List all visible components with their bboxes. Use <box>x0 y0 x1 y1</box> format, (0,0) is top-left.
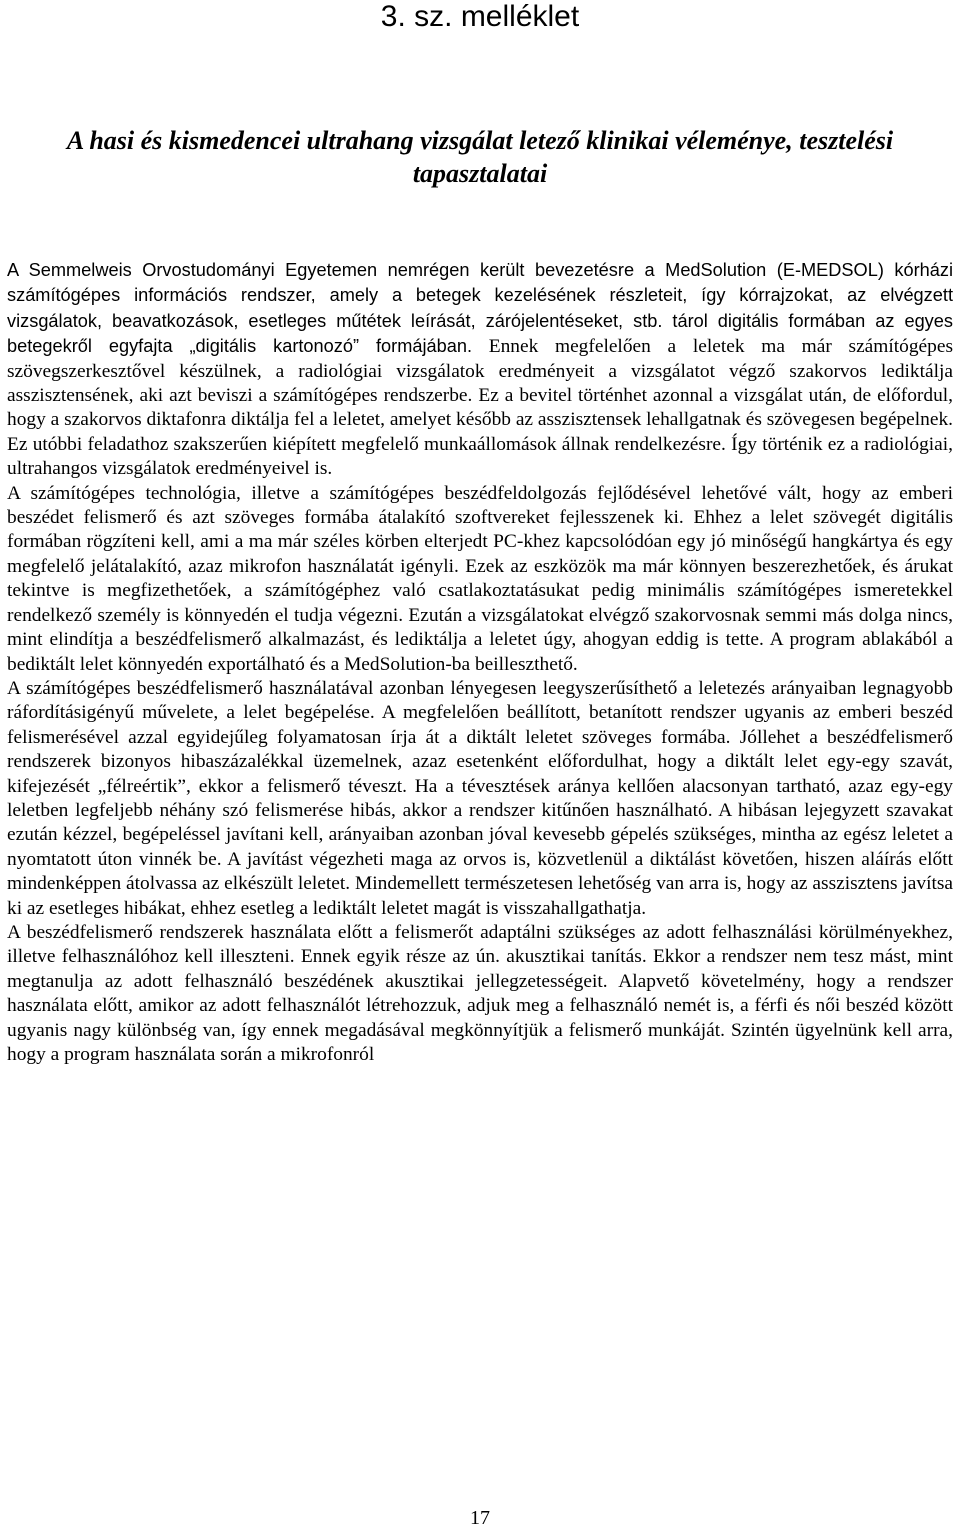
intro-sentence: A Semmelweis Orvostudományi Egyetemen nemrégen került bevezetésre a MedSolution (E-MEDSOL) kórházi számítógépes információs rendszer, amely a betegek kezelésének részleteit, így kórrajzokat, az elvégzett vizsgálatok, beavatkozások, esetleges műtétek leírását, zárójelentéseket, stb. tárol digitális formában az egyes betegekről egyfajta „digitális kartonozó” formájában. <box>7 260 953 357</box>
document-title: A hasi és kismedencei ultrahang vizsgálat letező klinikai véleménye, tesztelési tapasztalatai <box>66 126 894 188</box>
appendix-label: 3. sz. melléklet <box>380 0 580 33</box>
paragraph-speech-technology: A számítógépes technológia, illetve a számítógépes beszédfeldolgozás fejlődésével lehetővé vált, hogy az emberi beszédet felismerő és azt szöveges formába átalakító szoftvereket fejlesszenek ki. Ehhez a lelet szövegét digitális formában rögzíteni kell, ami a ma már széles körben elterjedt PC-khez kapcsolódóan egy jó minőségű hangkártya és egy megfelelő jelátalakító, azaz mikrofon használatát igényli. Ezek az eszközök ma már könnyen beszerezhetőek, és árukat tekintve is megfizethetőek, a számítógéphez való csatlakoztatásukat pedig minimális számítógépes ismeretekkel rendelkező személy is könnyedén el tudja végezni. Ezután a vizsgálatokat elvégző szakorvosnak semmi más dolga nincs, mint elindítja a beszédfelismerő alkalmazást, és lediktálja a leletet úgy, ahogyan eddig is tette. A program ablakából a bediktált lelet könnyedén exportálható és a MedSolution-ba beilleszthető. <box>7 482 953 675</box>
page-number: 17 <box>470 1507 490 1529</box>
document-body <box>7 258 953 1067</box>
paragraph-intro <box>7 258 953 482</box>
paragraph-speech-recognition-benefits: A számítógépes beszédfelismerő használatával azonban lényegesen leegyszerűsíthető a leletezés arányaiban legnagyobb ráfordításigényű művelete, a lelet begépelése. A megfelelően beállított, betanított rendszer ugyanis az emberi beszéd felismerésével azzal egyidejűleg folyamatosan írja át a diktált leletet szöveges formába. Jóllehet a beszédfelismerő rendszerek bizonyos hibaszázalékkal üzemelnek, azaz esetenként előfordulhat, hogy a diktált lelet egy-egy szavát, kifejezését „félreértik”, ekkor a felismerő téveszt. Ha a tévesztések aránya kellően alacsonyan tartható, azaz egy-egy leletben legfeljebb néhány szó felismerése hibás, akkor a rendszer kitűnően használható. A hibásan lejegyzett szavakat ezután kézzel, begépeléssel javítani kell, arányaiban azonban jóval kevesebb gépelés szükséges, mintha az egész leletet a nyomtatott úton vinnék be. A javítást végezheti maga az orvos is, közvetlenül a diktálást követően, hiszen aláírás előtt mindenképpen átolvassa az elkészült leletet. Mindemellett természetesen lehetőség van arra is, hogy az asszisztens javítsa ki az esetleges hibákat, ehhez esetleg a lediktált leletet magát is visszahallgathatja. <box>7 677 953 919</box>
paragraph-text: Ennek megfelelően a leletek ma már számítógépes szövegszerkesztővel készülnek, a radiológiai vizsgálatok eredményeit a vizsgálatot végző szakorvos lediktálja asszisztensének, aki azt beviszi a számítógépes rendszerbe. Ez a bevitel történhet azonnal a vizsgálat után, de előfordul, hogy a szakorvos diktafonra diktálja fel a leletet, amelyet később az asszisztensek lehallgatnak és szövegesen begépelnek. Ez utóbbi feladathoz szakszerűen kiépített megfelelő munkaállomások állnak rendelkezésre. Így történik ez a radiológiai, ultrahangos vizsgálatok eredményeivel is. <box>7 336 954 480</box>
paragraph-adaptation: A beszédfelismerő rendszerek használata előtt a felismerőt adaptálni szükséges az adott felhasználási körülményekhez, illetve felhasználóhoz kell illeszteni. Ennek egyik része az ún. akusztikai tanítás. Ekkor a rendszer nem tesz mást, mint megtanulja az adott felhasználó beszédének akusztikai jellegzetességeit. Alapvető követelmény, hogy a rendszer használata előtt, amikor az adott felhasználót létrehozzuk, adjuk meg a felhasználó nemét is, a férfi és női beszéd között ugyanis nagy különbség van, így ennek megadásával megkönnyítjük a felismerő munkáját. Szintén ügyelnünk kell arra, hogy a program használata során a mikrofonról <box>7 921 953 1065</box>
